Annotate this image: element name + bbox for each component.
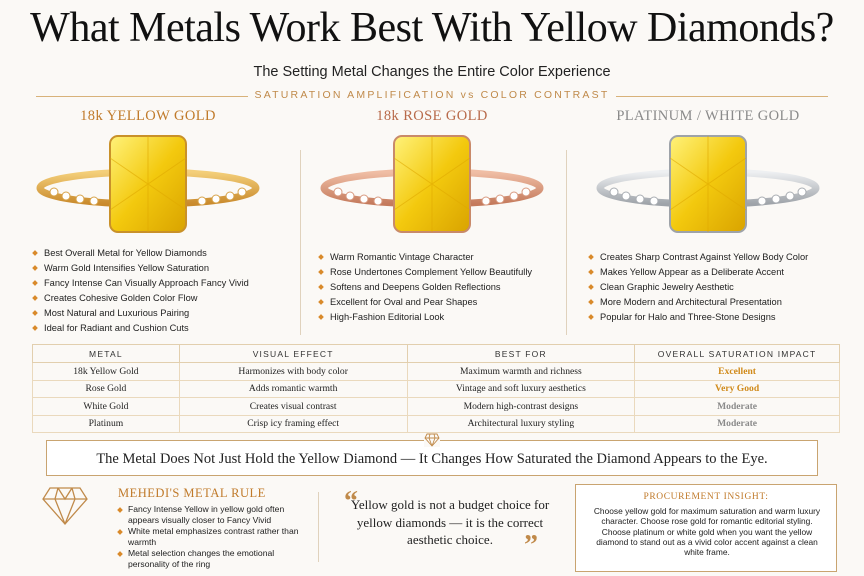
- comparison-label: SATURATION AMPLIFICATION vs COLOR CONTRAST: [254, 89, 610, 101]
- column-divider: [300, 150, 301, 335]
- cell-best-for: Architectural luxury styling: [407, 415, 635, 433]
- column-divider: [566, 150, 567, 335]
- metal-rule-list: [118, 504, 308, 571]
- list-item: Warm Gold Intensifies Yellow Saturation: [32, 261, 249, 276]
- page-title: What Metals Work Best With Yellow Diamonds?: [30, 5, 834, 51]
- list-item: Makes Yellow Appear as a Deliberate Accent: [588, 265, 808, 280]
- list-item: White metal emphasizes contrast rather than warmth: [118, 526, 308, 547]
- table-row: [33, 415, 840, 433]
- list-item: High-Fashion Editorial Look: [318, 310, 532, 325]
- insight-text: Choose yellow gold for maximum saturation and warm luxury character. Choose rose gold for romantic editorial styling. Choose platinum or white gold when you want the yellow diamond to stand out as a vivid color accent against a clean white frame.: [593, 506, 821, 558]
- column-yellow-gold: [28, 108, 268, 125]
- cell-best-for: Maximum warmth and richness: [407, 363, 635, 381]
- list-item: More Modern and Architectural Presentation: [588, 295, 808, 310]
- platinum-benefits-list: [588, 250, 808, 325]
- table-row: [33, 380, 840, 398]
- column-header-saturation-impact: OVERALL SATURATION IMPACT: [635, 345, 840, 363]
- list-item: Creates Cohesive Golden Color Flow: [32, 291, 249, 306]
- list-item: Rose Undertones Complement Yellow Beautifully: [318, 265, 532, 280]
- yellow-gold-ring-image: [32, 128, 264, 240]
- diamond-icon: [40, 484, 90, 528]
- cell-metal: Rose Gold: [33, 380, 180, 398]
- column-header-metal: METAL: [33, 345, 180, 363]
- diamond-icon: [424, 433, 440, 447]
- column-heading: 18k ROSE GOLD: [376, 108, 488, 124]
- metal-rule-title: MEHEDI'S METAL RULE: [118, 486, 266, 500]
- cell-best-for: Modern high-contrast designs: [407, 398, 635, 416]
- table-row: [33, 363, 840, 381]
- cell-effect: Adds romantic warmth: [179, 380, 407, 398]
- list-item: Excellent for Oval and Pear Shapes: [318, 295, 532, 310]
- cell-effect: Creates visual contrast: [179, 398, 407, 416]
- list-item: Warm Romantic Vintage Character: [318, 250, 532, 265]
- column-heading: PLATINUM / WHITE GOLD: [616, 108, 800, 124]
- list-item: Metal selection changes the emotional personality of the ring: [118, 548, 308, 569]
- divider: [616, 96, 828, 97]
- rose-gold-ring-image: [316, 128, 548, 240]
- list-item: Fancy Intense Can Visually Approach Fancy Vivid: [32, 276, 249, 291]
- list-item: Best Overall Metal for Yellow Diamonds: [32, 246, 249, 261]
- list-item: Creates Sharp Contrast Against Yellow Body Color: [588, 250, 808, 265]
- cell-effect: Crisp icy framing effect: [179, 415, 407, 433]
- list-item: Ideal for Radiant and Cushion Cuts: [32, 321, 249, 336]
- list-item: Clean Graphic Jewelry Aesthetic: [588, 280, 808, 295]
- divider: [36, 96, 248, 97]
- column-rose-gold: [312, 108, 552, 125]
- cell-best-for: Vintage and soft luxury aesthetics: [407, 380, 635, 398]
- cell-impact: Very Good: [635, 380, 840, 398]
- yellow-gold-benefits-list: [32, 246, 249, 336]
- table-header-row: [33, 345, 840, 363]
- procurement-insight-box: [575, 484, 837, 572]
- column-header-visual-effect: VISUAL EFFECT: [179, 345, 407, 363]
- platinum-ring-image: [592, 128, 824, 240]
- column-header-best-for: BEST FOR: [407, 345, 635, 363]
- list-item: Most Natural and Luxurious Pairing: [32, 306, 249, 321]
- page-subtitle: The Setting Metal Changes the Entire Color Experience: [253, 64, 611, 80]
- pull-quote: Yellow gold is not a budget choice for yellow diamonds — it is the correct aesthetic choice.: [350, 497, 550, 547]
- list-item: Fancy Intense Yellow in yellow gold often appears visually closer to Fancy Vivid: [118, 504, 308, 525]
- column-heading: 18k YELLOW GOLD: [80, 108, 216, 124]
- close-quote-mark: ”: [524, 530, 538, 561]
- insight-title: PROCUREMENT INSIGHT:: [643, 492, 769, 502]
- list-item: Softens and Deepens Golden Reflections: [318, 280, 532, 295]
- list-item: Popular for Halo and Three-Stone Designs: [588, 310, 808, 325]
- open-quote-mark: “: [344, 486, 358, 517]
- rose-gold-benefits-list: [318, 250, 532, 325]
- column-platinum-white-gold: [588, 108, 828, 125]
- cell-metal: Platinum: [33, 415, 180, 433]
- cell-metal: White Gold: [33, 398, 180, 416]
- table-row: [33, 398, 840, 416]
- banner-text: The Metal Does Not Just Hold the Yellow Diamond — It Changes How Saturated the Diamond Appears to the Eye.: [96, 451, 768, 467]
- metal-comparison-table: [32, 344, 840, 433]
- cell-effect: Harmonizes with body color: [179, 363, 407, 381]
- cell-impact: Moderate: [635, 415, 840, 433]
- cell-impact: Excellent: [635, 363, 840, 381]
- cell-metal: 18k Yellow Gold: [33, 363, 180, 381]
- section-divider: [318, 492, 319, 562]
- comparison-line: [36, 89, 828, 103]
- cell-impact: Moderate: [635, 398, 840, 416]
